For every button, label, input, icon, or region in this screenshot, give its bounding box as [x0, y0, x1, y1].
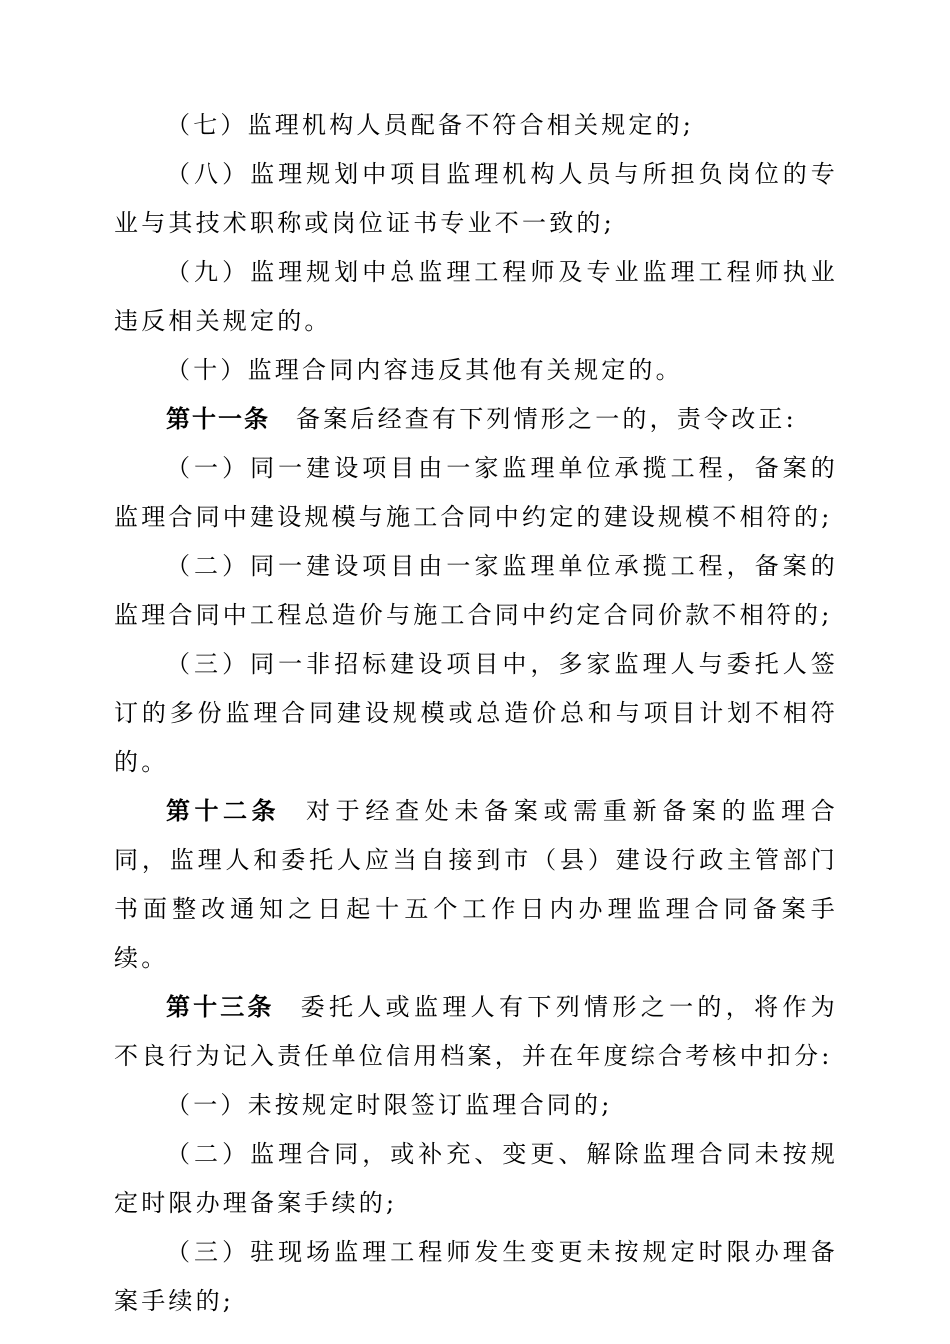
paragraph-item-7	[114, 101, 838, 150]
article-11-item-2	[114, 542, 838, 640]
paragraph-text: 对于经查处未备案或需重新备案的监理合同，监理人和委托人应当自接到市（县）建设行政主管部门书面整改通知之日起十五个工作日内办理监理合同备案手续。	[114, 797, 838, 972]
paragraph-item-9	[114, 248, 838, 346]
paragraph-text: 委托人或监理人有下列情形之一的，将作为不良行为记入责任单位信用档案，并在年度综合考核中扣分:	[114, 993, 839, 1070]
article-11-item-3	[114, 640, 838, 787]
article-11	[114, 395, 838, 444]
paragraph-text: （八）监理规划中项目监理机构人员与所担负岗位的专业与其技术职称或岗位证书专业不一致的;	[114, 160, 838, 237]
paragraph-text: （七）监理机构人员配备不符合相关规定的;	[166, 111, 695, 139]
paragraph-text: （二）同一建设项目由一家监理单位承揽工程，备案的监理合同中工程总造价与施工合同中约定合同价款不相符的;	[114, 552, 838, 629]
article-13-item-1	[114, 1081, 838, 1130]
paragraph-text: 备案后经查有下列情形之一的，责令改正:	[296, 405, 797, 433]
paragraph-text: （一）同一建设项目由一家监理单位承揽工程，备案的监理合同中建设规模与施工合同中约定的建设规模不相符的;	[114, 454, 838, 531]
paragraph-text: （三）驻现场监理工程师发生变更未按规定时限办理备案手续的;	[114, 1238, 838, 1315]
article-12	[114, 787, 838, 983]
article-13	[114, 983, 838, 1081]
paragraph-item-8	[114, 150, 838, 248]
article-13-item-2	[114, 1130, 838, 1228]
paragraph-text: （三）同一非招标建设项目中，多家监理人与委托人签订的多份监理合同建设规模或总造价总和与项目计划不相符的。	[114, 650, 838, 776]
article-title: 第十三条	[166, 993, 275, 1021]
paragraph-item-10	[114, 346, 838, 395]
document-body	[114, 101, 838, 1326]
paragraph-text: （一）未按规定时限签订监理合同的;	[166, 1091, 613, 1119]
article-title: 第十二条	[166, 797, 280, 825]
paragraph-text: （九）监理规划中总监理工程师及专业监理工程师执业违反相关规定的。	[114, 258, 838, 335]
article-11-item-1	[114, 444, 838, 542]
article-title: 第十一条	[166, 405, 270, 433]
article-13-item-3	[114, 1228, 838, 1326]
paragraph-text: （十）监理合同内容违反其他有关规定的。	[166, 356, 683, 384]
paragraph-text: （二）监理合同，或补充、变更、解除监理合同未按规定时限办理备案手续的;	[114, 1140, 838, 1217]
